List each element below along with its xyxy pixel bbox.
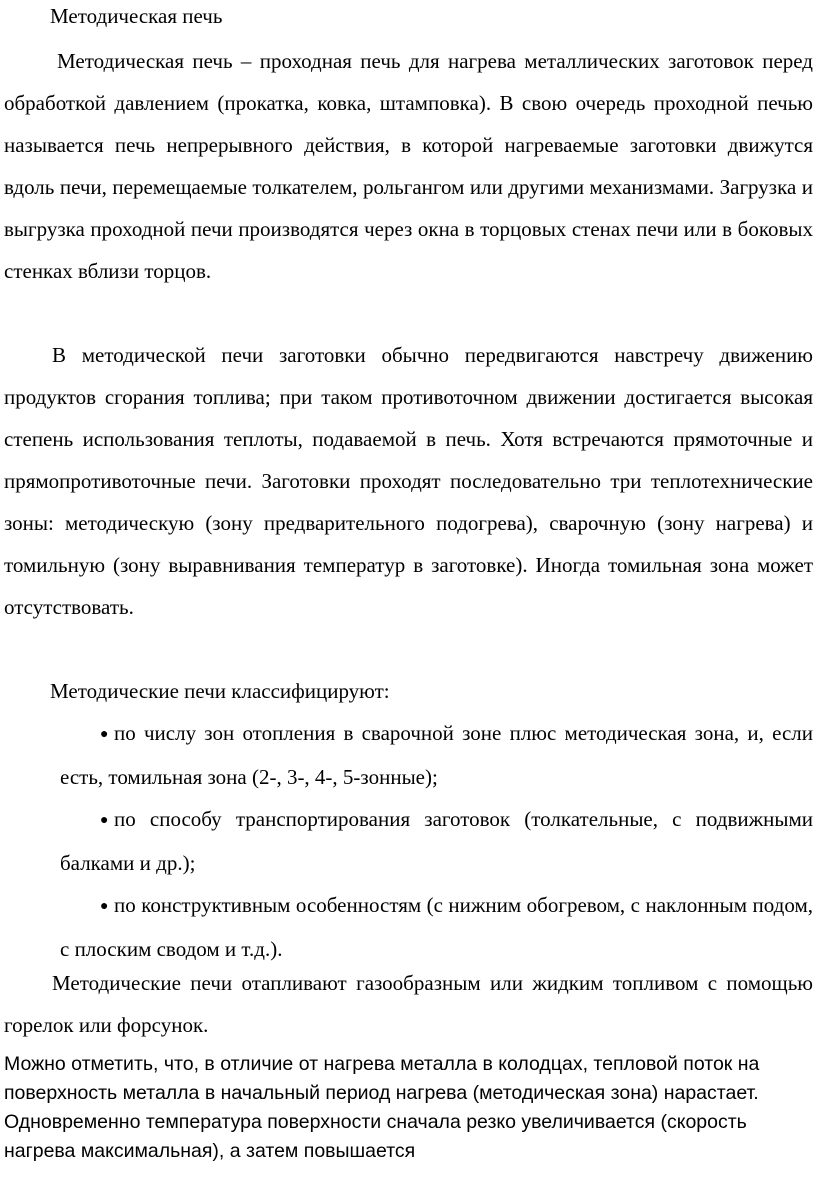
paragraph-fuel: Методические печи отапливают газообразным или жидким топливом с помощью горелок или форсунок. (4, 971, 813, 1037)
document-title: Методическая печь (50, 4, 223, 28)
paragraph-heat-flow: Можно отметить, что, в отличие от нагрева металла в колодцах, тепловой поток на поверхность металла в начальный период нагрева (методическая зона) нарастает. Одновременно температура поверхности сначала резко увеличивается (скорость нагрева максимальная), а затем повышается (4, 1053, 760, 1162)
bullet-dot-icon: ● (100, 899, 109, 914)
list-item (60, 798, 813, 884)
list-item (60, 884, 813, 970)
bullet-dot-icon: ● (100, 727, 109, 742)
list-item (60, 712, 813, 798)
bullet-dot-icon: ● (100, 813, 109, 828)
list-item-text: по конструктивным особенностям (с нижним обогревом, с наклонным подом, с плоским сводом и т.д.). (60, 893, 813, 961)
list-item-text: по числу зон отопления в сварочной зоне плюс методическая зона, и, если есть, томильная зона (2-, 3-, 4-, 5-зонные); (60, 721, 813, 789)
classification-lead: Методические печи классифицируют: (50, 679, 390, 703)
classification-list (60, 712, 813, 970)
list-item-text: по способу транспортирования заготовок (толкательные, с подвижными балками и др.); (60, 807, 813, 875)
paragraph-definition: Методическая печь – проходная печь для нагрева металлических заготовок перед обработкой давлением (прокатка, ковка, штамповка). В свою очередь проходной печью называется печь непрерывного действия, в которой нагреваемые заготовки движутся вдоль печи, перемещаемые толкателем, рольгангом или другими механизмами. Загрузка и выгрузка проходной печи производятся через окна в торцовых стенах печи или в боковых стенках вблизи торцов. (4, 49, 813, 283)
paragraph-zones: В методической печи заготовки обычно передвигаются навстречу движению продуктов сгорания топлива; при таком противоточном движении достигается высокая степень использования теплоты, подаваемой в печь. Хотя встречаются прямоточные и прямопротивоточные печи. Заготовки проходят последовательно три теплотехнические зоны: методическую (зону предварительного подогрева), сварочную (зону нагрева) и томильную (зону выравнивания температур в заготовке). Иногда томильная зона может отсутствовать. (4, 343, 813, 619)
